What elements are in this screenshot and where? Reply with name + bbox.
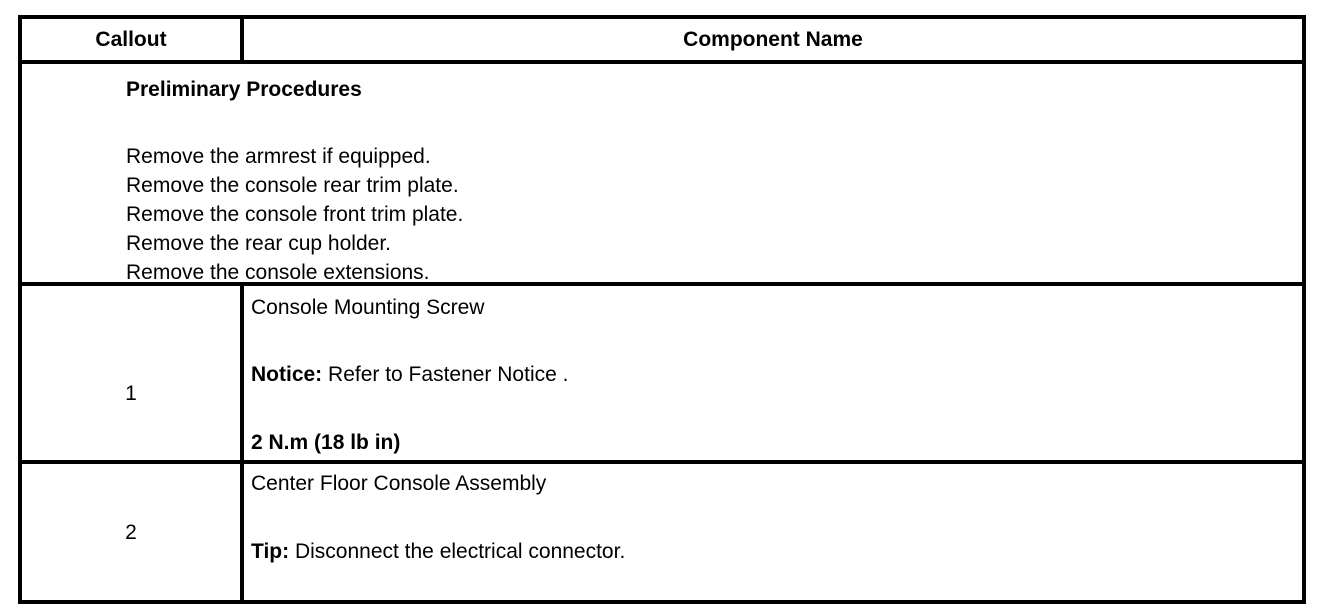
notice-label: Notice: bbox=[251, 363, 323, 386]
procedure-table bbox=[18, 15, 1306, 604]
preliminary-step: Remove the console rear trim plate. bbox=[126, 174, 459, 197]
tip-text: Disconnect the electrical connector. bbox=[289, 540, 626, 563]
callout-header-cell bbox=[22, 19, 244, 60]
table-row bbox=[22, 282, 1302, 460]
callout-cell bbox=[22, 286, 244, 460]
table-row bbox=[22, 460, 1302, 604]
tip-line bbox=[251, 540, 625, 564]
component-cell bbox=[244, 286, 1302, 460]
preliminary-step: Remove the console front trim plate. bbox=[126, 203, 464, 226]
component-name-header-cell bbox=[244, 19, 1302, 60]
callout-number: 2 bbox=[125, 521, 137, 544]
preliminary-procedures-row bbox=[22, 60, 1302, 286]
preliminary-step: Remove the armrest if equipped. bbox=[126, 145, 431, 168]
callout-cell bbox=[22, 464, 244, 604]
notice-text: Refer to Fastener Notice . bbox=[322, 363, 569, 386]
tip-label: Tip: bbox=[251, 540, 290, 563]
preliminary-title: Preliminary Procedures bbox=[126, 78, 362, 101]
preliminary-step: Remove the rear cup holder. bbox=[126, 232, 391, 255]
torque-spec: 2 N.m (18 lb in) bbox=[251, 431, 401, 454]
preliminary-procedures bbox=[126, 75, 463, 287]
component-name: Center Floor Console Assembly bbox=[251, 472, 547, 495]
callout-number: 1 bbox=[125, 382, 137, 405]
component-name: Console Mounting Screw bbox=[251, 296, 485, 319]
component-cell bbox=[244, 464, 1302, 604]
preliminary-step: Remove the console extensions. bbox=[126, 261, 430, 284]
component-name-header: Component Name bbox=[683, 28, 863, 51]
table-header-row bbox=[22, 19, 1302, 60]
callout-header: Callout bbox=[95, 28, 167, 51]
notice-line bbox=[251, 363, 568, 387]
